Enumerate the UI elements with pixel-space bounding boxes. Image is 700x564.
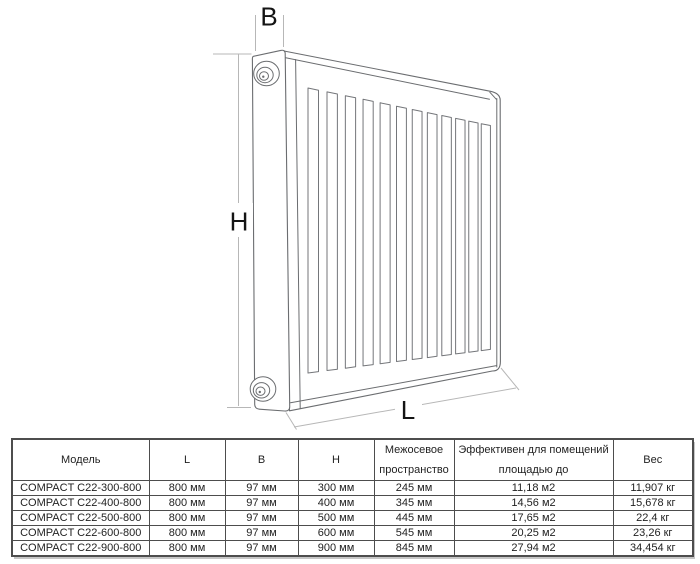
table-cell: 845 мм — [374, 541, 454, 557]
dimension-label-l: L — [400, 395, 416, 425]
header-row — [12, 439, 693, 481]
table-cell: COMPACT C22-400-800 — [12, 496, 149, 511]
grille-slat — [308, 88, 319, 373]
table-cell: 245 мм — [374, 481, 454, 496]
dimension-label-b: B — [260, 1, 278, 32]
spec-table-header — [12, 439, 693, 481]
dimension-h — [213, 54, 253, 408]
table-cell: 800 мм — [149, 481, 225, 496]
table-row — [12, 541, 693, 557]
table-cell: 15,678 кг — [613, 496, 693, 511]
table-cell: COMPACT C22-900-800 — [12, 541, 149, 557]
spec-table — [11, 438, 694, 557]
dimension-label-h: H — [229, 206, 249, 237]
table-row — [12, 481, 693, 496]
table-cell: 400 мм — [298, 496, 374, 511]
table-cell: 17,65 м2 — [454, 511, 613, 526]
radiator-side-panel — [252, 50, 289, 411]
table-row — [12, 511, 693, 526]
table-row — [12, 496, 693, 511]
grille-slat — [345, 96, 355, 369]
grille-slat — [412, 110, 422, 360]
table-cell: 800 мм — [149, 496, 225, 511]
table-cell: 500 мм — [298, 511, 374, 526]
grille-slat — [481, 124, 490, 351]
table-cell: 22,4 кг — [613, 511, 693, 526]
table-cell: 11,18 м2 — [454, 481, 613, 496]
spec-table-body — [12, 481, 693, 557]
table-cell: 27,94 м2 — [454, 541, 613, 557]
table-cell: 800 мм — [149, 541, 225, 557]
grille-slat — [456, 118, 465, 354]
table-cell: 97 мм — [225, 541, 298, 557]
table-cell: 445 мм — [374, 511, 454, 526]
table-cell: 345 мм — [374, 496, 454, 511]
table-row — [12, 526, 693, 541]
grille-slat — [363, 99, 373, 366]
table-cell: 97 мм — [225, 481, 298, 496]
table-cell: 23,26 кг — [613, 526, 693, 541]
grille-slat — [397, 106, 407, 361]
table-cell: 800 мм — [149, 511, 225, 526]
radiator-grille-slats — [308, 88, 490, 373]
table-cell: COMPACT C22-300-800 — [12, 481, 149, 496]
table-cell: 97 мм — [225, 526, 298, 541]
table-cell: COMPACT C22-600-800 — [12, 526, 149, 541]
grille-slat — [442, 116, 452, 356]
column-header: L — [149, 439, 225, 481]
table-cell: 20,25 м2 — [454, 526, 613, 541]
column-header: B — [225, 439, 298, 481]
table-cell: 800 мм — [149, 526, 225, 541]
table-cell: 600 мм — [298, 526, 374, 541]
table-cell: COMPACT C22-500-800 — [12, 511, 149, 526]
table-cell: 34,454 кг — [613, 541, 693, 557]
grille-slat — [427, 113, 437, 358]
column-header: Эффективен для помещений площадью до — [454, 439, 613, 481]
column-header: Межосевое пространство — [374, 439, 454, 481]
table-cell: 97 мм — [225, 511, 298, 526]
dimension-b — [256, 2, 284, 52]
column-header: Модель — [12, 439, 149, 481]
column-header: Вес — [613, 439, 693, 481]
top-valve-icon — [254, 61, 280, 85]
table-cell: 545 мм — [374, 526, 454, 541]
table-cell: 900 мм — [298, 541, 374, 557]
table-cell: 11,907 кг — [613, 481, 693, 496]
table-cell: 97 мм — [225, 496, 298, 511]
grille-slat — [380, 103, 390, 364]
column-header: H — [298, 439, 374, 481]
table-cell: 14,56 м2 — [454, 496, 613, 511]
table-cell: 300 мм — [298, 481, 374, 496]
bottom-valve-icon — [250, 377, 276, 401]
grille-slat — [469, 121, 478, 352]
grille-slat — [327, 92, 337, 371]
